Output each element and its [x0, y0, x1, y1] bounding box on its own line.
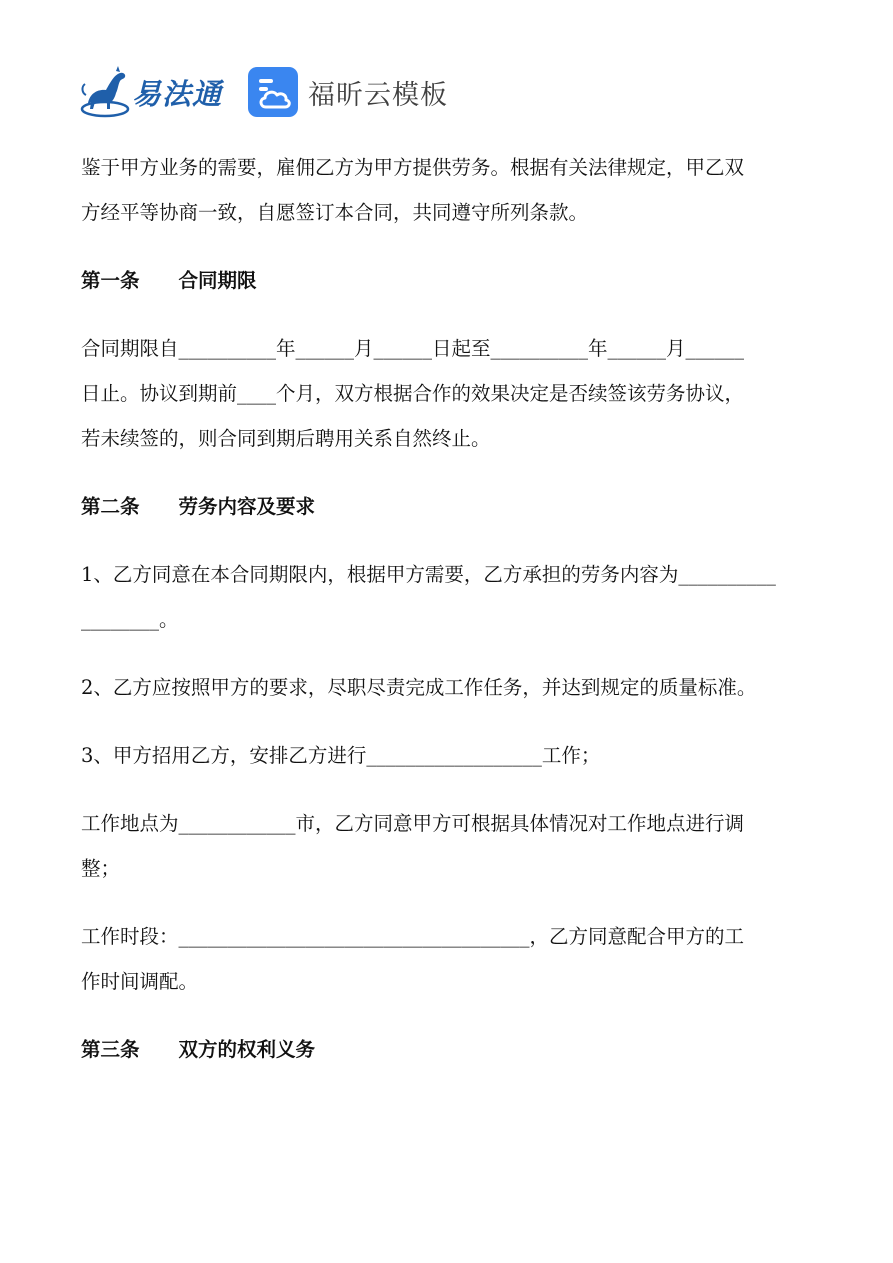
article-1-title: 第一条 合同期限 [81, 269, 257, 292]
article-1-line-3: 若未续签的，则合同到期后聘用关系自然终止。 [81, 427, 491, 450]
work-location-line-1: 工作地点为____________市，乙方同意甲方可根据具体情况对工作地点进行调 [81, 812, 745, 835]
document-header [80, 62, 448, 122]
foxit-brand [248, 67, 448, 117]
contract-body [81, 145, 831, 1072]
horse-logo-icon [80, 65, 130, 119]
brand-text: 福昕云模板 [308, 79, 449, 111]
foxit-cloud-icon [248, 67, 298, 117]
work-hours-line-2: 作时间调配。 [81, 970, 199, 993]
work-hours-line-1: 工作时段：____________________________________，乙方同意配合甲方的工 [81, 925, 745, 948]
intro-line-2: 方经平等协商一致，自愿签订本合同，共同遵守所列条款。 [81, 201, 589, 224]
article-2-item-1-line-1: 1、乙方同意在本合同期限内，根据甲方需要，乙方承担的劳务内容为__________ [81, 563, 776, 586]
article-2-item-2: 2、乙方应按照甲方的要求，尽职尽责完成工作任务，并达到规定的质量标准。 [81, 676, 757, 699]
article-3-title: 第三条 双方的权利义务 [81, 1038, 316, 1061]
intro-line-1: 鉴于甲方业务的需要，雇佣乙方为甲方提供劳务。根据有关法律规定，甲乙双 [81, 156, 745, 179]
article-1-line-2: 日止。协议到期前____个月，双方根据合作的效果决定是否续签该劳务协议， [81, 382, 745, 405]
article-1-line-1: 合同期限自__________年______月______日起至__________年______月______ [81, 337, 745, 360]
article-2-item-3: 3、甲方招用乙方，安排乙方进行__________________工作； [81, 744, 601, 767]
yifatong-logo [80, 64, 222, 120]
article-2-title: 第二条 劳务内容及要求 [81, 495, 316, 518]
logo-text: 易法通 [132, 76, 223, 111]
article-2-item-1-line-2: ________。 [81, 608, 179, 631]
work-location-line-2: 整； [81, 857, 121, 880]
